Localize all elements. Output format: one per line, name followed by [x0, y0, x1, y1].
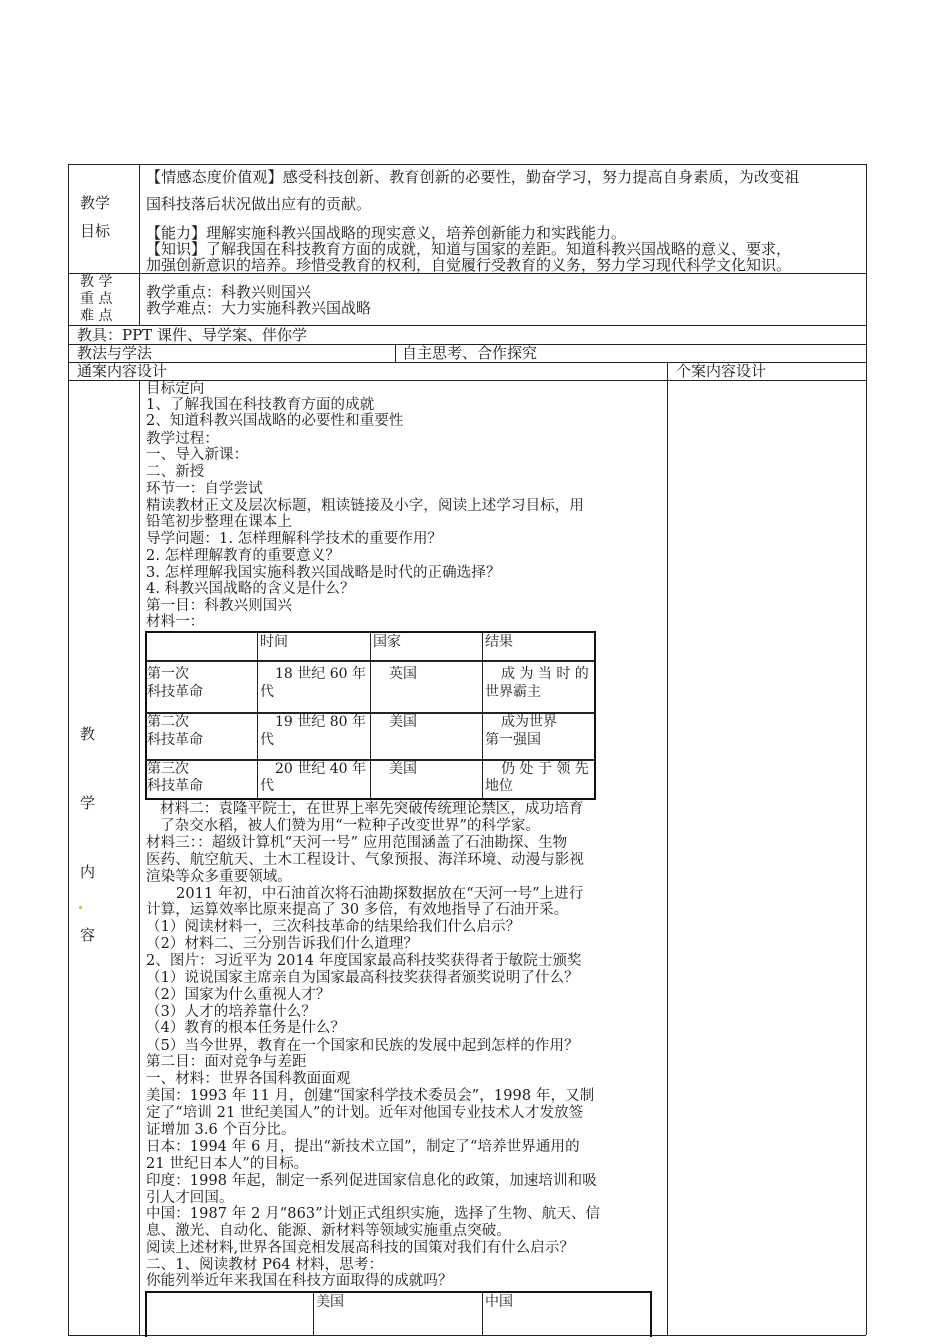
content-line: 你能列举近年来我国在科技方面取得的成就吗？ [146, 1273, 453, 1289]
objectives-label-1: 教学 [80, 194, 111, 212]
content-line: 一、材料：世界各国科教面面观 [146, 1071, 351, 1087]
content-line: 日本：1994 年 6 月，提出“新技术立国”，制定了“培养世界通用的 [146, 1139, 580, 1155]
content-line: 材料二：袁隆平院士，在世界上率先突破传统理论禁区，成功培育 [160, 801, 584, 817]
content-line: 2、知道科教兴国战略的必要性和重要性 [146, 413, 404, 429]
table1-cell: 英国 [389, 666, 417, 682]
content-line: 铅笔初步整理在课本上 [146, 514, 292, 530]
table1-cell: 地位 [485, 778, 513, 794]
table1-header-result: 结果 [485, 634, 513, 650]
content-line: 渲染等众多重要领域。 [146, 869, 292, 885]
content-line: 材料一： [146, 614, 205, 630]
table1-cell: 代 [260, 732, 274, 748]
content-line: 2、图片：习近平为 2014 年度国家最高科技奖获得者于敏院士颁奖 [146, 953, 582, 969]
content-line: （5）当今世界，教育在一个国家和民族的发展中起到怎样的作用？ [146, 1038, 579, 1054]
content-line: 息、激光、自动化、能源、新材料等领域实施重点突破。 [146, 1223, 511, 1239]
table1-header-time: 时间 [260, 634, 288, 650]
teaching-tools: 教具：PPT 课件、导学案、伴你学 [77, 326, 307, 344]
table1-cell: 科技革命 [147, 778, 203, 794]
keypoints-label-2: 重 点 [80, 291, 113, 307]
content-line: 医药、航空航天、土木工程设计、气象预报、海洋环境、动漫与影视 [146, 852, 584, 868]
content-line: 环节一：自学尝试 [146, 481, 263, 497]
table1-cell: 第一强国 [485, 732, 541, 748]
content-line: 印度：1998 年起，制定一系列促进国家信息化的政策，加速培训和吸 [146, 1173, 597, 1189]
content-label-4: 容 [80, 926, 96, 944]
content-line: 3. 怎样理解我国实施科教兴国战略是时代的正确选择？ [146, 565, 501, 581]
content-line: 引人才回国。 [146, 1190, 234, 1206]
content-line: 1、了解我国在科技教育方面的成就 [146, 397, 375, 413]
content-line: 证增加 3.6 个百分比。 [146, 1122, 296, 1138]
content-label-1: 教 [80, 725, 96, 743]
content-line: （2）国家为什么重视人才？ [146, 987, 331, 1003]
content-line: 二、1、阅读教材 P64 材料，思考： [146, 1257, 384, 1273]
objective-knowledge-1: 【知识】了解我国在科技教育方面的成就，知道与国家的差距。知道科教兴国战略的意义、要求， [146, 240, 792, 258]
content-line: （1）说说国家主席亲自为国家最高科技奖获得者颁奖说明了什么？ [146, 970, 579, 986]
table1-cell: 成 为 当 时 的 [501, 666, 589, 682]
content-line: 目标定向 [146, 381, 205, 397]
objective-knowledge-2: 加强创新意识的培养。珍惜受教育的权利，自觉履行受教育的义务，努力学习现代科学文化知识。 [146, 256, 792, 274]
table1-cell: 美国 [389, 761, 417, 777]
content-line: 材料三：：超级计算机“天河一号” 应用范围涵盖了石油勘探、生物 [146, 835, 568, 851]
objective-ability: 【能力】理解实施科教兴国战略的现实意义，培养创新能力和实践能力。 [146, 224, 627, 242]
table1-cell: 美国 [389, 714, 417, 730]
table1-cell: 世界霸主 [485, 684, 541, 700]
content-line: 第二目：面对竞争与差距 [146, 1054, 307, 1070]
content-line: 计算，运算效率比原来提高了 30 多倍，有效地指导了石油开采。 [146, 902, 569, 918]
keypoints-label-3: 难 点 [80, 308, 113, 324]
table1-cell: 第一次 [147, 666, 189, 682]
table2-header-usa: 美国 [316, 1294, 344, 1310]
table2-header-china: 中国 [485, 1294, 513, 1310]
content-line: 精读教材正文及层次标题，粗读链接及小字，阅读上述学习目标，用 [146, 498, 584, 514]
content-line: （4）教育的根本任务是什么？ [146, 1020, 346, 1036]
individual-design-header: 个案内容设计 [676, 362, 767, 380]
content-line: 教学过程： [146, 431, 219, 447]
content-label-3: 内 [80, 863, 96, 881]
achievement-table-border [145, 1291, 652, 1337]
table1-cell: 代 [260, 778, 274, 794]
content-label-2: 学 [80, 794, 96, 812]
methods-label: 教法与学法 [77, 344, 153, 362]
content-line: 导学问题：1. 怎样理解科学技术的重要作用？ [146, 531, 443, 547]
content-line: 一、导入新课： [146, 447, 249, 463]
content-line: （1）阅读材料一，三次科技革命的结果给我们什么启示？ [146, 919, 521, 935]
content-line: 定了“培训 21 世纪美国人”的计划。近年对他国专业技术人才发放签 [146, 1105, 584, 1121]
table1-cell: 科技革命 [147, 684, 203, 700]
key-focus: 教学重点：科教兴则国兴 [146, 283, 312, 301]
table1-cell: 18 世纪 60 年 [275, 666, 366, 682]
content-line: 二、新授 [146, 464, 205, 480]
key-difficulty: 教学难点：大力实施科教兴国战略 [146, 299, 372, 317]
content-line: 4. 科教兴国战略的含义是什么？ [146, 581, 355, 597]
content-line: 第一目：科教兴则国兴 [146, 598, 292, 614]
table1-header-country: 国家 [373, 634, 401, 650]
table1-cell: 20 世纪 40 年 [275, 761, 366, 777]
methods-value: 自主思考、合作探究 [402, 344, 538, 362]
objectives-label-2: 目标 [80, 222, 111, 240]
objective-emotion-2: 国科技落后状况做出应有的贡献。 [146, 195, 372, 213]
keypoints-label-1: 教 学 [80, 274, 113, 290]
content-line: 2. 怎样理解教育的重要意义？ [146, 548, 340, 564]
content-line: 了杂交水稻，被人们赞为用“一粒种子改变世界”的科学家。 [160, 818, 541, 834]
content-line: （2）材料二、三分别告诉我们什么道理？ [146, 936, 419, 952]
content-line: 阅读上述材料,世界各国竞相发展高科技的国策对我们有什么启示？ [146, 1240, 575, 1256]
content-line: 2011 年初，中石油首次将石油勘探数据放在“天河一号”上进行 [176, 886, 584, 902]
table1-cell: 第二次 [147, 714, 189, 730]
objective-emotion-1: 【情感态度价值观】感受科技创新、教育创新的必要性，勤奋学习，努力提高自身素质，为改变祖 [146, 168, 800, 186]
table1-cell: 代 [260, 684, 274, 700]
content-line: 美国：1993 年 11 月，创建“国家科学技术委员会”，1998 年，又制 [146, 1088, 595, 1104]
common-design-header: 通案内容设计 [77, 362, 168, 380]
table1-cell: 成为世界 [501, 714, 557, 730]
content-line: （3）人才的培养靠什么？ [146, 1004, 316, 1020]
table1-cell: 仍 处 于 领 先 [501, 761, 589, 777]
table1-cell: 科技革命 [147, 732, 203, 748]
table1-cell: 第三次 [147, 761, 189, 777]
content-line: 中国：1987 年 2 月“863”计划正式组织实施，选择了生物、航天、信 [146, 1206, 601, 1222]
content-line: 21 世纪日本人”的目标。 [146, 1156, 309, 1172]
table1-cell: 19 世纪 80 年 [275, 714, 366, 730]
bullet-mark [79, 906, 82, 909]
